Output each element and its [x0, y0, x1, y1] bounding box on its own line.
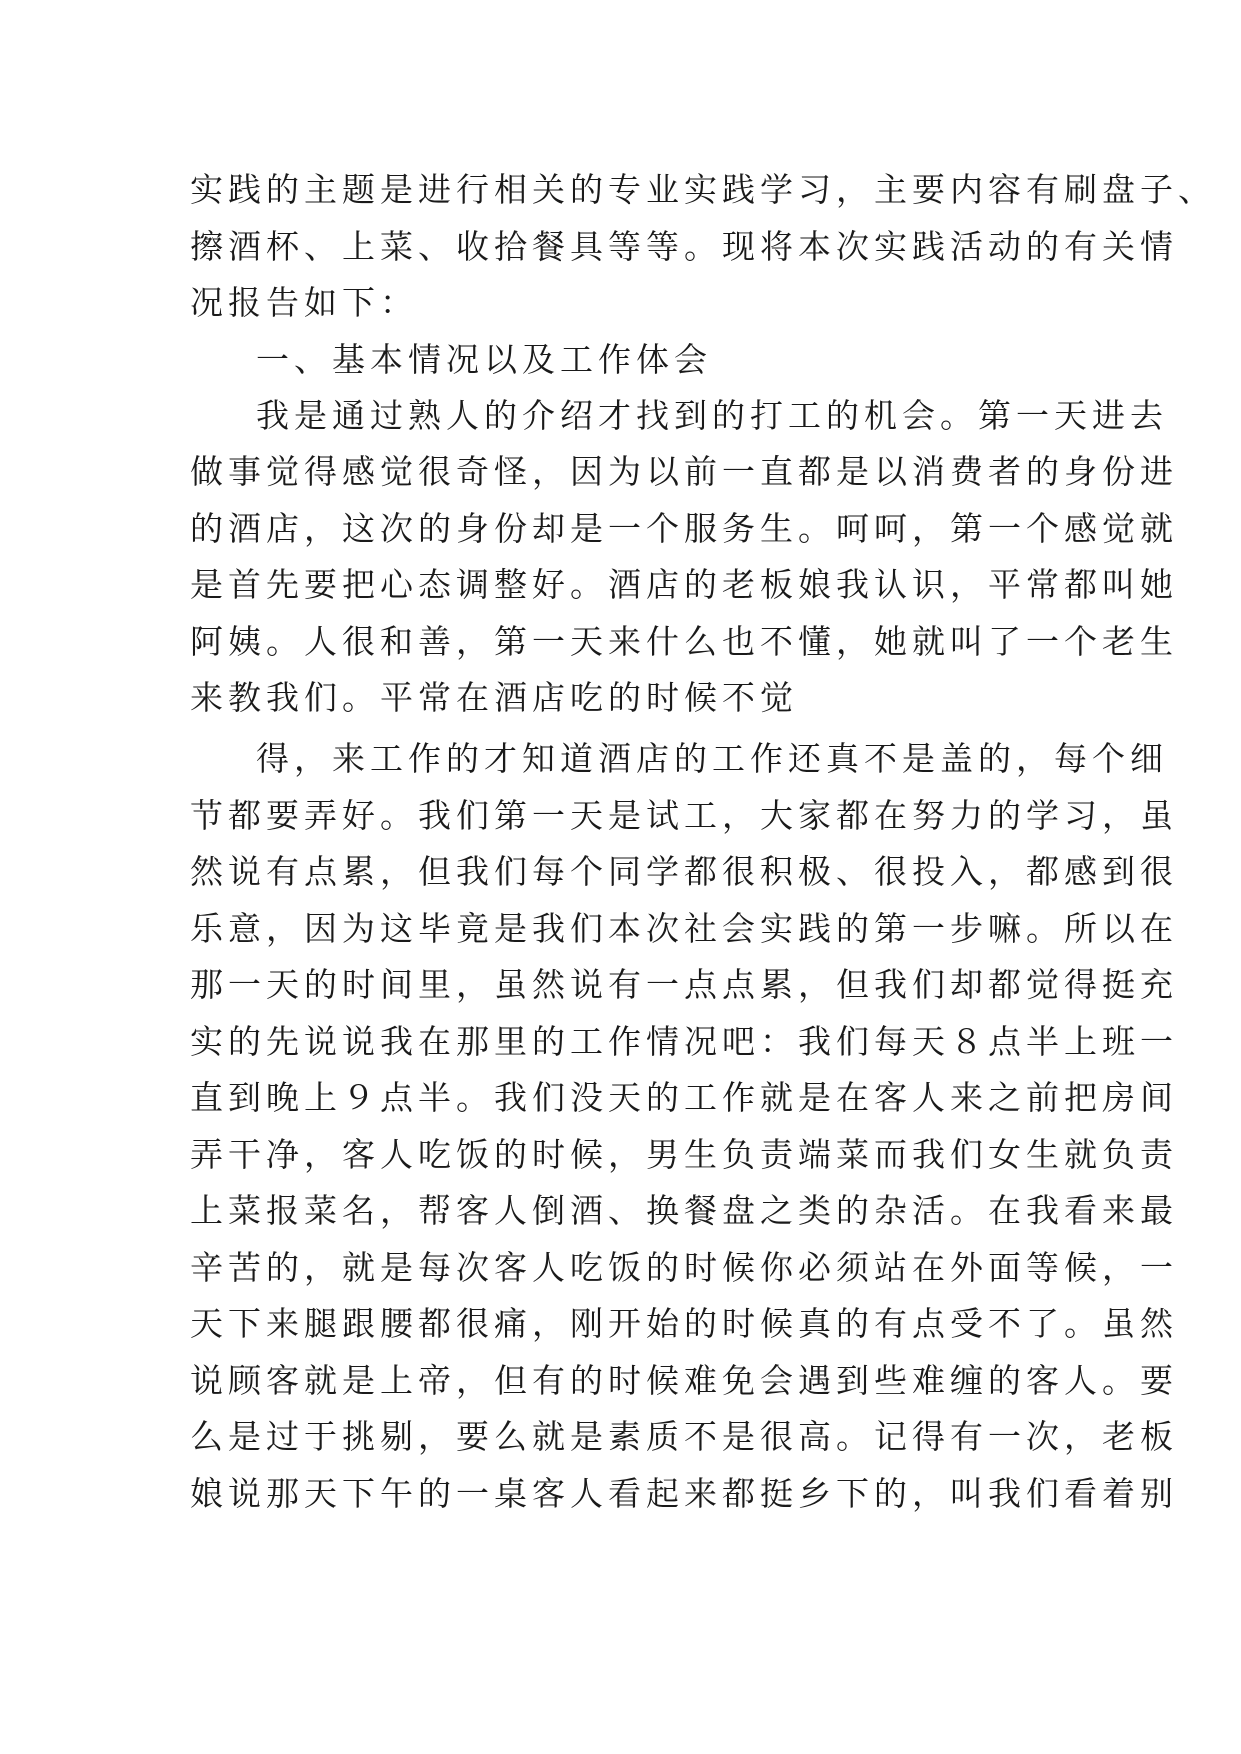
- text-line: 乐意，因为这毕竟是我们本次社会实践的第一步嘛。所以在: [190, 909, 1178, 948]
- text-line: 辛苦的，就是每次客人吃饭的时候你必须站在外面等候，一: [190, 1248, 1178, 1287]
- text-line: 得，来工作的才知道酒店的工作还真不是盖的，每个细: [256, 739, 1168, 778]
- text-line: 擦酒杯、上菜、收拾餐具等等。现将本次实践活动的有关情: [190, 227, 1178, 266]
- text-line: 那一天的时间里，虽然说有一点点累，但我们却都觉得挺充: [190, 965, 1178, 1004]
- section-heading: 一、基本情况以及工作体会: [256, 340, 712, 379]
- text-line: 我是通过熟人的介绍才找到的打工的机会。第一天进去: [256, 396, 1168, 435]
- text-line: 上菜报菜名，帮客人倒酒、换餐盘之类的杂活。在我看来最: [190, 1191, 1178, 1230]
- text-line: 然说有点累，但我们每个同学都很积极、很投入，都感到很: [190, 852, 1178, 891]
- text-line: 弄干净，客人吃饭的时候，男生负责端菜而我们女生就负责: [190, 1135, 1178, 1174]
- text-line: 说顾客就是上帝，但有的时候难免会遇到些难缠的客人。要: [190, 1361, 1178, 1400]
- text-line: 天下来腿跟腰都很痛，刚开始的时候真的有点受不了。虽然: [190, 1304, 1178, 1343]
- text-line: 么是过于挑剔，要么就是素质不是很高。记得有一次，老板: [190, 1417, 1178, 1456]
- text-line: 节都要弄好。我们第一天是试工，大家都在努力的学习，虽: [190, 796, 1178, 835]
- text-line: 实践的主题是进行相关的专业实践学习，主要内容有刷盘子、: [190, 170, 1216, 209]
- text-line: 的酒店，这次的身份却是一个服务生。呵呵，第一个感觉就: [190, 509, 1178, 548]
- text-line: 阿姨。人很和善，第一天来什么也不懂，她就叫了一个老生: [190, 622, 1178, 661]
- text-line: 直到晚上９点半。我们没天的工作就是在客人来之前把房间: [190, 1078, 1178, 1117]
- text-line: 来教我们。平常在酒店吃的时候不觉: [190, 678, 798, 717]
- text-line: 做事觉得感觉很奇怪，因为以前一直都是以消费者的身份进: [190, 452, 1178, 491]
- text-line: 娘说那天下午的一桌客人看起来都挺乡下的，叫我们看着别: [190, 1474, 1178, 1513]
- text-line: 是首先要把心态调整好。酒店的老板娘我认识，平常都叫她: [190, 565, 1178, 604]
- text-line: 实的先说说我在那里的工作情况吧：我们每天８点半上班一: [190, 1022, 1178, 1061]
- text-line: 况报告如下：: [190, 283, 418, 322]
